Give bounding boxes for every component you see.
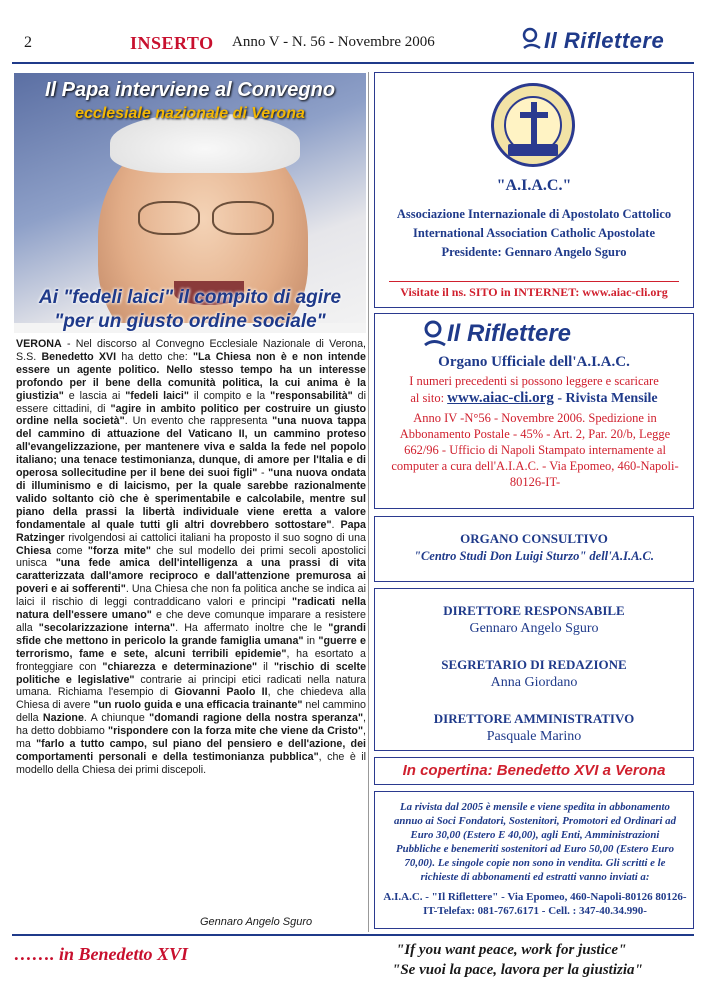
staff-role: SEGRETARIO DI REDAZIONE <box>441 657 627 672</box>
article-text: , ha detto dobbiamo <box>16 712 366 738</box>
riflettere-website-link[interactable]: www.aiac-cli.org <box>447 390 554 406</box>
back-issues-note: I numeri precedenti si possono leggere e scaricare <box>409 374 659 388</box>
footer-motto-en: "If you want peace, work for justice" <box>396 942 627 958</box>
aiac-name-it: Associazione Internazionale di Apostolato Cattolico <box>396 207 672 221</box>
article-text: , che è il modello della Chiesa dei primi discepoli. <box>16 751 366 776</box>
riflettere-site-line <box>375 390 693 407</box>
photo-caption: Ai "fedeli laici" il compito di agire <box>38 287 342 308</box>
photo-glasses <box>138 201 200 235</box>
article-text: - Nel discorso al Convegno Ecclesiale Nazionale di Verona, S.S. <box>16 338 366 363</box>
lamp-icon <box>421 320 447 352</box>
page-header <box>0 0 706 60</box>
riflettere-logo <box>520 26 700 56</box>
aiac-name-en: International Association Catholic Apostolate <box>412 226 656 240</box>
article-text: contrarie ai principi etici radicati nella natura umana. Richiama l'esempio di <box>16 673 367 699</box>
article-emphasis: "un ruolo guida e una efficacia trainante" <box>93 699 303 712</box>
staff-name: Gennaro Angelo Sguro <box>469 621 599 636</box>
cross-icon <box>531 102 537 144</box>
footer-divider <box>12 934 694 936</box>
article-emphasis: Giovanni Paolo II <box>174 686 268 699</box>
article-signature: Gennaro Angelo Sguro <box>200 916 313 928</box>
aiac-seal-icon <box>491 83 575 167</box>
article-emphasis: "radicati nella natura dell'essere umano" <box>16 596 366 622</box>
official-organ: Organo Ufficiale dell'A.I.A.C. <box>438 354 630 370</box>
article-emphasis: "responsabilità" <box>270 389 353 402</box>
aiac-box <box>374 72 694 308</box>
article-text: il compito e la <box>188 389 271 402</box>
article-text: , che chiedeva alla Chiesa di avere <box>16 686 367 712</box>
article-text: ha detto che: <box>116 350 193 363</box>
article-text: il <box>257 660 274 673</box>
site-prefix: al sito: <box>410 391 448 405</box>
article-emphasis: "grandi sfide che mettono in pericolo la grande famiglia umana" <box>16 621 366 647</box>
logo-text: Il Riflettere <box>544 28 665 53</box>
staff-name: Pasquale Marino <box>486 729 582 744</box>
article-emphasis: VERONA <box>16 338 62 350</box>
article-text: . Un evento che rappresenta <box>124 415 273 428</box>
article-text: , ma <box>16 725 366 751</box>
lamp-icon <box>520 26 542 56</box>
article-text: . Ha affermato inoltre che le <box>175 621 329 634</box>
article-emphasis: Papa Ratzinger <box>16 518 366 544</box>
logo-text: Il Riflettere <box>447 320 572 347</box>
article-text: rivolgendosi ai cattolici italiani ha proposto il suo sogno di una <box>64 531 366 544</box>
site-suffix: - Rivista Mensile <box>553 391 658 406</box>
subscription-contact: A.I.A.C. - "Il Riflettere" - Via Epomeo, 460-Napoli-80126 80126-IT-Telefax: 081-767.6171 - Cell. : 347-40.34.990- <box>383 891 687 917</box>
photo-title: Il Papa interviene al Convegno <box>44 79 336 101</box>
subscription-box <box>374 791 694 929</box>
article-emphasis: "secolarizzazione interna" <box>38 621 176 634</box>
aiac-title: "A.I.A.C." <box>496 177 572 194</box>
footer-left: ……. in Benedetto XVI <box>14 944 189 964</box>
article-text: . Una Chiesa che non fa politica anche se indica ai laici il rischio di leggi contraddicano valori e principi <box>16 583 366 609</box>
aiac-website-link[interactable]: Visitate il ns. SITO in INTERNET: www.aiac-cli.org <box>400 285 668 299</box>
article-emphasis: "agire in ambito politico per costruire un giusto ordine nella società" <box>16 402 367 428</box>
subscription-text: La rivista dal 2005 è mensile e viene spedita in abbonamento annuo ai Soci Fondatori, Sostenitori, Promotori ed Ordinari ad Euro 30,00 (Estero E 40,00), agli Enti, Amministrazioni Pubbliche e benemeriti sostenitori ad Euro 50,00 (Estero Euro 70,00). Le singole copie non sono in vendita. Gli scritti e le richieste di abbonamenti ed estratti vanno inviati a: <box>394 801 676 883</box>
article-emphasis: Benedetto XVI <box>41 350 117 363</box>
page-number: 2 <box>24 34 32 51</box>
staff-box <box>374 588 694 751</box>
pope-photo <box>14 73 366 333</box>
article-emphasis: "una nuova tappa del cammino di attuazione del Vaticano II, un cammino proteso all'evangelizzazione, per mantenere viva e salda la fede nel popolo italiano; una tenace testimonianza, dunque, di amore per l'Italia e di operosa sollecitudine per il bene dei suoi figli" <box>16 415 367 480</box>
article-emphasis: "fedeli laici" <box>125 389 189 402</box>
article-emphasis: "rischio di scelte politiche e legislative" <box>16 660 367 686</box>
publication-info: Anno IV -N°56 - Novembre 2006. Spedizione in Abbonamento Postale - 45% - Art. 2, Par. 20/b, Legge 662/96 - Ufficio di Napoli Stampato internamente al computer a cura dell'A.I.A.C. - Via Epomeo, 460-Napoli-80126-IT- <box>391 411 679 489</box>
article-text: di essere cittadini, di <box>16 389 366 415</box>
column-divider <box>368 72 369 932</box>
article-emphasis: Nazione <box>42 712 84 725</box>
article-text: - <box>257 467 269 480</box>
seal-band <box>508 144 558 156</box>
article-emphasis: "domandi ragione della nostra speranza" <box>149 712 364 725</box>
article-emphasis: "forza mite" <box>87 544 151 557</box>
article-text: in <box>303 634 319 647</box>
footer-motto-it: "Se vuoi la pace, lavora per la giustizia" <box>392 962 643 978</box>
article-emphasis: "rispondere con la forza mite che viene da Cristo" <box>108 725 364 738</box>
aiac-divider <box>389 281 679 282</box>
article-body <box>16 338 366 777</box>
riflettere-box <box>374 313 694 509</box>
photo-subtitle: ecclesiale nazionale di Verona <box>75 105 305 122</box>
article-emphasis: Chiesa <box>16 544 52 557</box>
issue-info: Anno V - N. 56 - Novembre 2006 <box>232 34 435 50</box>
consultivo-title: ORGANO CONSULTIVO <box>460 531 608 546</box>
cover-caption: In copertina: Benedetto XVI a Verona <box>374 757 694 785</box>
aiac-president: Presidente: Gennaro Angelo Sguro <box>441 245 627 259</box>
riflettere-logo <box>421 320 661 352</box>
article-text: . <box>331 518 341 531</box>
article-emphasis: "una fede amica dell'intelligenza a una prassi di vita caratterizzata dall'amore reciproco e dall'attenzione premurosa ai poveri e ai sofferenti" <box>16 557 366 596</box>
article-paragraph <box>16 338 366 777</box>
photo-glasses <box>212 201 274 235</box>
staff-name: Anna Giordano <box>490 675 578 690</box>
article-emphasis: "guerre e terrorismo, fame e sete, alcuni terribili epidemie" <box>16 634 367 660</box>
article-text: , ha esortato a fronteggiare con <box>16 647 367 673</box>
article-emphasis: "chiarezza e determinazione" <box>102 660 258 673</box>
staff-role: DIRETTORE RESPONSABILE <box>443 603 625 618</box>
photo-caption: "per un giusto ordine sociale" <box>54 311 326 332</box>
article-emphasis: "La Chiesa non è e non intende essere un agente politico. Nello stesso tempo ha un interesse profondo per il bene della comunità politica, la cui anima è la giustizia" <box>16 350 366 402</box>
section-label: INSERTO <box>130 33 214 53</box>
article-text: nel cammino della <box>16 699 367 725</box>
header-divider <box>12 62 694 64</box>
article-text: e che deve comunque imparare a resistere alla <box>16 609 366 634</box>
article-text: come <box>51 544 88 557</box>
cross-icon <box>520 112 548 118</box>
article-text: . A chiunque <box>83 712 150 725</box>
article-emphasis: "una nuova ondata di illuminismo e di laicismo, per la quale sarebbe razionalmente valido soltanto ciò che è sperimentabile e calcolabile, mentre sul piano della prassi la libertà individuale viene eretta a valore fondamentale al quale tutti gli altri dovrebbero sottostare" <box>16 467 366 531</box>
consultivo-subtitle: "Centro Studi Don Luigi Sturzo" dell'A.I.A.C. <box>414 549 654 563</box>
article-text: che sul modello dei primi secoli apostolici unisca <box>16 544 366 570</box>
consultivo-box <box>374 516 694 582</box>
article-emphasis: "farlo a tutto campo, sul piano del pensiero e dell'azione, dei comportamenti personali e della testimonianza pubblica" <box>16 738 366 763</box>
staff-role: DIRETTORE AMMINISTRATIVO <box>433 711 635 726</box>
article-text: e lascia ai <box>63 389 126 402</box>
